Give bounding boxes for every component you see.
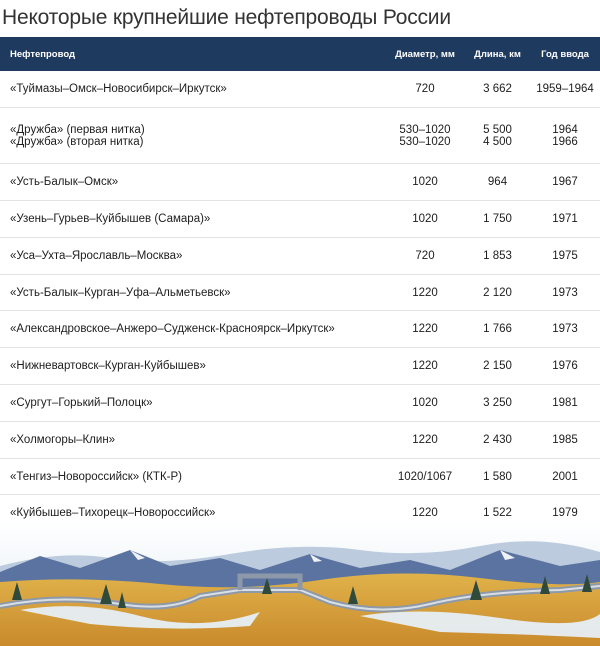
pipeline-name: «Усть-Балык–Курган–Уфа–Альметьевск» [0,274,385,311]
pipeline-diameter: 1220 [385,348,465,385]
pipeline-length: 1 766 [465,311,530,348]
table-row [0,237,600,274]
table-header-row [0,37,600,71]
pipeline-name: «Куйбышев–Тихорецк–Новороссийск» [0,495,385,532]
pipeline-year: 1979 [530,495,600,532]
pipeline-length: 1 853 [465,237,530,274]
header-length: Длина, км [474,48,521,60]
pipeline-name: «Холмогоры–Клин» [0,421,385,458]
pipeline-name: «Сургут–Горький–Полоцк» [0,385,385,422]
table-row [0,108,600,164]
pipeline-name-line1: «Дружба» (первая нитка) [10,123,145,136]
header-diameter: Диаметр, мм [395,48,455,60]
pipeline-diameter: 1220 [385,495,465,532]
pipeline-length-line2: 4 500 [483,135,512,148]
pipeline-year: 1973 [530,274,600,311]
table-row [0,71,600,108]
pipeline-length: 1 522 [465,495,530,532]
pipeline-length [465,108,530,164]
pipeline-length: 2 120 [465,274,530,311]
pipeline-diameter-line2: 530–1020 [399,135,451,148]
pipelines-table [0,37,600,532]
pipeline-length: 3 250 [465,385,530,422]
table-row [0,274,600,311]
pipeline-name: «Усть-Балык–Омск» [0,164,385,201]
pipeline-year: 1975 [530,237,600,274]
pipeline-diameter: 720 [385,237,465,274]
header-name: Нефтепровод [10,48,76,60]
page-title: Некоторые крупнейшие нефтепроводы России [2,6,451,29]
pipeline-year: 1959–1964 [530,71,600,108]
pipeline-year: 1973 [530,311,600,348]
table-row [0,385,600,422]
pipeline-name: «Александровское–Анжеро–Судженск-Красноярск–Иркутск» [0,311,385,348]
pipeline-year: 2001 [530,458,600,495]
pipeline-length: 1 750 [465,201,530,238]
table-row [0,164,600,201]
pipeline-length: 2 150 [465,348,530,385]
pipeline-diameter [385,108,465,164]
pipeline-length: 1 580 [465,458,530,495]
pipeline-name: «Туймазы–Омск–Новосибирск–Иркутск» [0,71,385,108]
pipeline-year [530,108,600,164]
pipeline-year-line1: 1964 [552,123,578,136]
pipeline-length: 964 [465,164,530,201]
pipeline-diameter: 1220 [385,311,465,348]
pipeline-diameter: 1220 [385,274,465,311]
pipeline-diameter: 1020 [385,201,465,238]
pipeline-length: 3 662 [465,71,530,108]
pipeline-diameter: 1020 [385,385,465,422]
landscape-illustration [0,520,600,646]
table-row [0,348,600,385]
pipeline-year: 1981 [530,385,600,422]
pipeline-year: 1967 [530,164,600,201]
table-row [0,458,600,495]
pipeline-name: «Уса–Ухта–Ярославль–Москва» [0,237,385,274]
pipeline-year-line2: 1966 [552,135,578,148]
pipeline-year: 1985 [530,421,600,458]
pipeline-diameter: 720 [385,71,465,108]
pipeline-year: 1971 [530,201,600,238]
pipeline-length-line1: 5 500 [483,123,512,136]
pipeline-name: «Узень–Гурьев–Куйбышев (Самара)» [0,201,385,238]
pipeline-diameter: 1020/1067 [385,458,465,495]
pipeline-diameter-line1: 530–1020 [399,123,451,136]
table-row [0,311,600,348]
table-row [0,421,600,458]
pipeline-name-line2: «Дружба» (вторая нитка) [10,135,144,148]
pipeline-name: «Тенгиз–Новороссийск» (КТК-Р) [0,458,385,495]
header-year: Год ввода [541,48,589,60]
pipeline-diameter: 1020 [385,164,465,201]
table-row [0,201,600,238]
pipeline-length: 2 430 [465,421,530,458]
pipeline-diameter: 1220 [385,421,465,458]
pipeline-name: «Нижневартовск–Курган-Куйбышев» [0,348,385,385]
pipeline-year: 1976 [530,348,600,385]
pipeline-name [0,108,385,164]
